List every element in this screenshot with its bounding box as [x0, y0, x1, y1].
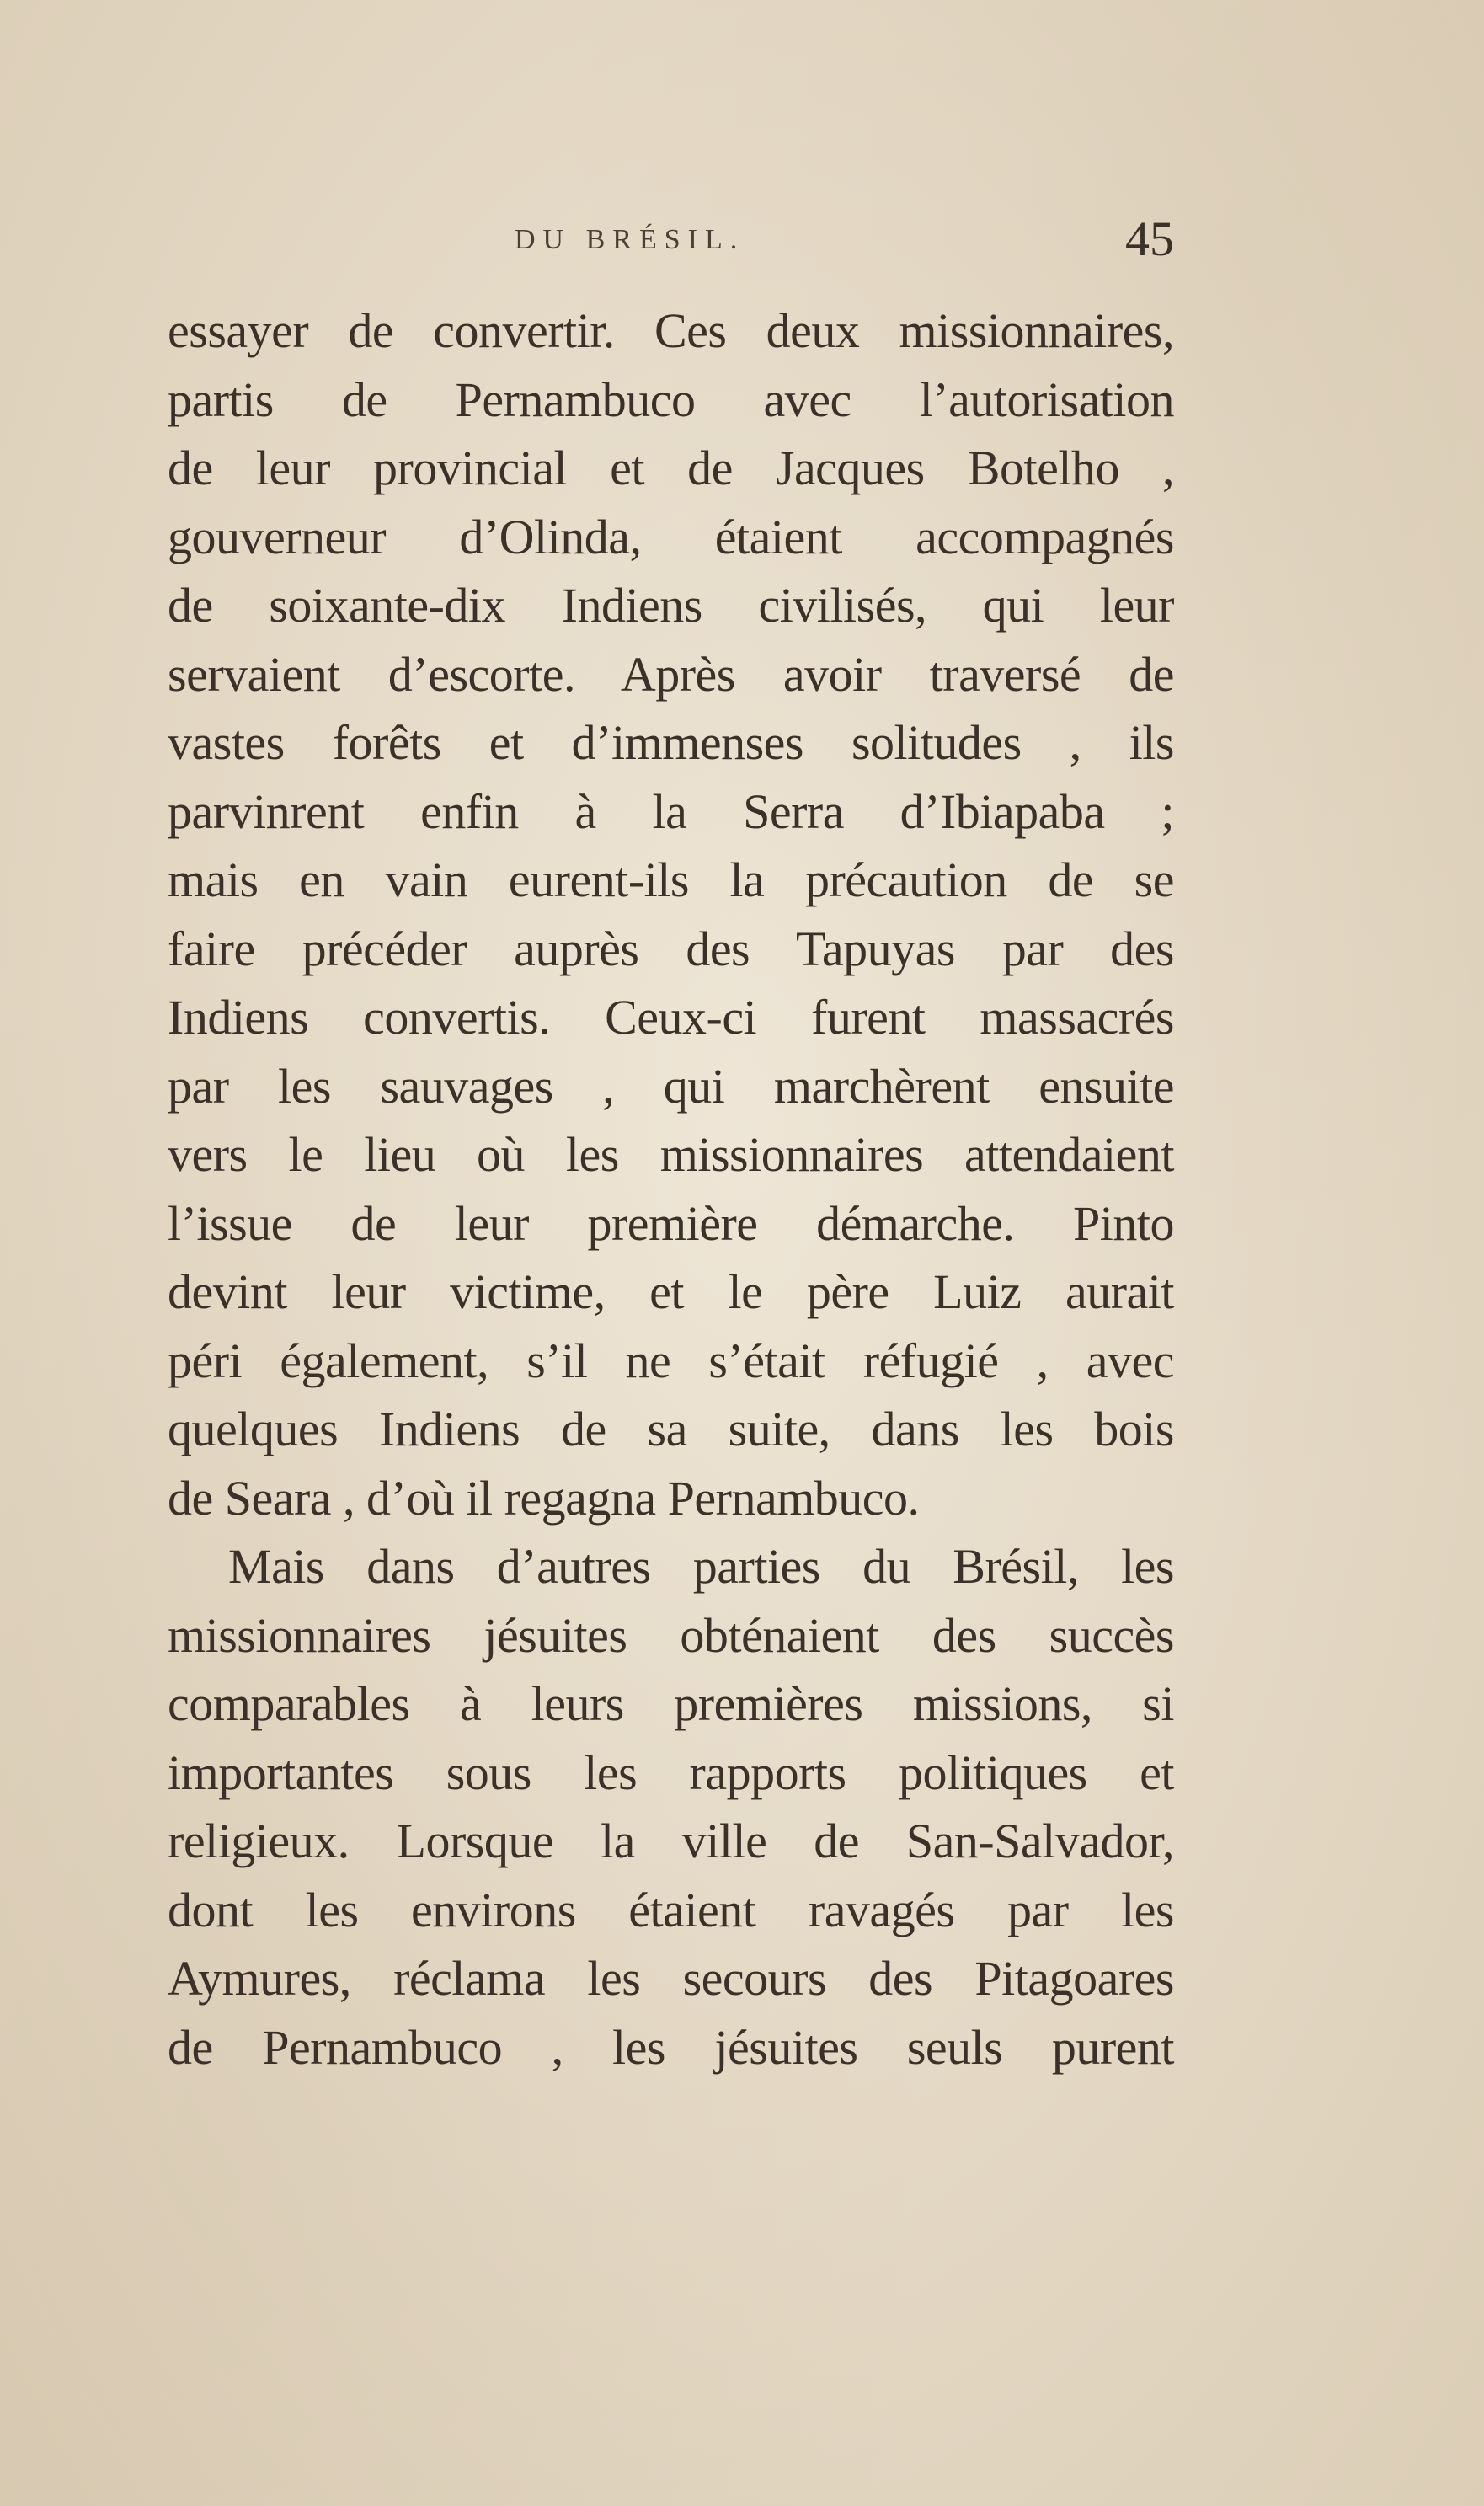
- text-line-content: de Pernambuco , les jésuites seuls purent: [168, 2019, 1174, 2075]
- text-line: [168, 708, 1174, 777]
- text-line: [168, 1876, 1174, 1945]
- text-line-content: Aymures, réclama les secours des Pitagoares: [168, 1951, 1174, 2006]
- text-line: [168, 571, 1174, 640]
- text-line: [168, 1464, 1174, 1533]
- text-line-content: servaient d’escorte. Après avoir traversé de: [168, 646, 1174, 702]
- text-line-content: dont les environs étaient ravagés par les: [168, 1882, 1174, 1937]
- text-line: [168, 915, 1174, 984]
- text-line-content: parvinrent enfin à la Serra d’Ibiapaba ;: [168, 783, 1174, 839]
- text-line: [168, 366, 1174, 435]
- text-line: [168, 434, 1174, 503]
- running-title: DU BRÉSIL.: [515, 224, 745, 255]
- text-line: [168, 2013, 1174, 2082]
- text-line-content: quelques Indiens de sa suite, dans les bois: [168, 1402, 1174, 1456]
- text-line-content: essayer de convertir. Ces deux missionnaires,: [168, 303, 1174, 358]
- text-line-content: religieux. Lorsque la ville de San-Salvador,: [168, 1814, 1174, 1868]
- text-line: [168, 846, 1174, 915]
- text-line: [168, 1944, 1174, 2013]
- text-line-content: missionnaires jésuites obténaient des succès: [168, 1607, 1174, 1663]
- text-line: [168, 1601, 1174, 1670]
- text-line-content: Mais dans d’autres parties du Brésil, les: [228, 1539, 1174, 1594]
- text-line: [168, 1189, 1174, 1258]
- text-line: [168, 1532, 1174, 1601]
- text-line-content: de leur provincial et de Jacques Botelho ,: [168, 441, 1174, 495]
- text-line: [168, 1807, 1174, 1876]
- text-line: [168, 1670, 1174, 1739]
- text-line-content: de Seara , d’où il regagna Pernambuco.: [168, 1470, 920, 1526]
- text-line: [168, 1395, 1174, 1464]
- text-line-content: l’issue de leur première démarche. Pinto: [168, 1195, 1174, 1251]
- text-line-content: vastes forêts et d’immenses solitudes , ils: [168, 715, 1174, 770]
- text-line: [168, 640, 1174, 709]
- text-line-content: gouverneur d’Olinda, étaient accompagnés: [168, 509, 1174, 564]
- text-line: [168, 1327, 1174, 1396]
- text-line: [168, 297, 1174, 366]
- body-text: [168, 297, 1174, 2081]
- text-line: [168, 1120, 1174, 1189]
- text-line: [168, 1739, 1174, 1808]
- page-number: 45: [1125, 211, 1174, 266]
- running-header: [168, 211, 1174, 268]
- text-line-content: vers le lieu où les missionnaires attendaient: [168, 1127, 1174, 1182]
- text-line-content: mais en vain eurent-ils la précaution de se: [168, 852, 1174, 907]
- text-line: [168, 503, 1174, 572]
- text-line: [168, 777, 1174, 847]
- text-line-content: devint leur victime, et le père Luiz aurait: [168, 1264, 1174, 1319]
- text-line: [168, 1052, 1174, 1121]
- text-line-content: importantes sous les rapports politiques et: [168, 1745, 1174, 1800]
- text-line-content: de soixante-dix Indiens civilisés, qui leur: [168, 578, 1174, 633]
- text-line-content: par les sauvages , qui marchèrent ensuite: [168, 1058, 1174, 1114]
- text-line-content: Indiens convertis. Ceux-ci furent massacrés: [168, 990, 1174, 1045]
- text-line: [168, 1258, 1174, 1327]
- text-line-content: péri également, s’il ne s’était réfugié , avec: [168, 1333, 1174, 1388]
- text-line-content: partis de Pernambuco avec l’autorisation: [168, 371, 1174, 427]
- text-line: [168, 983, 1174, 1052]
- text-line-content: faire précéder auprès des Tapuyas par des: [168, 921, 1174, 976]
- text-line-content: comparables à leurs premières missions, si: [168, 1676, 1174, 1731]
